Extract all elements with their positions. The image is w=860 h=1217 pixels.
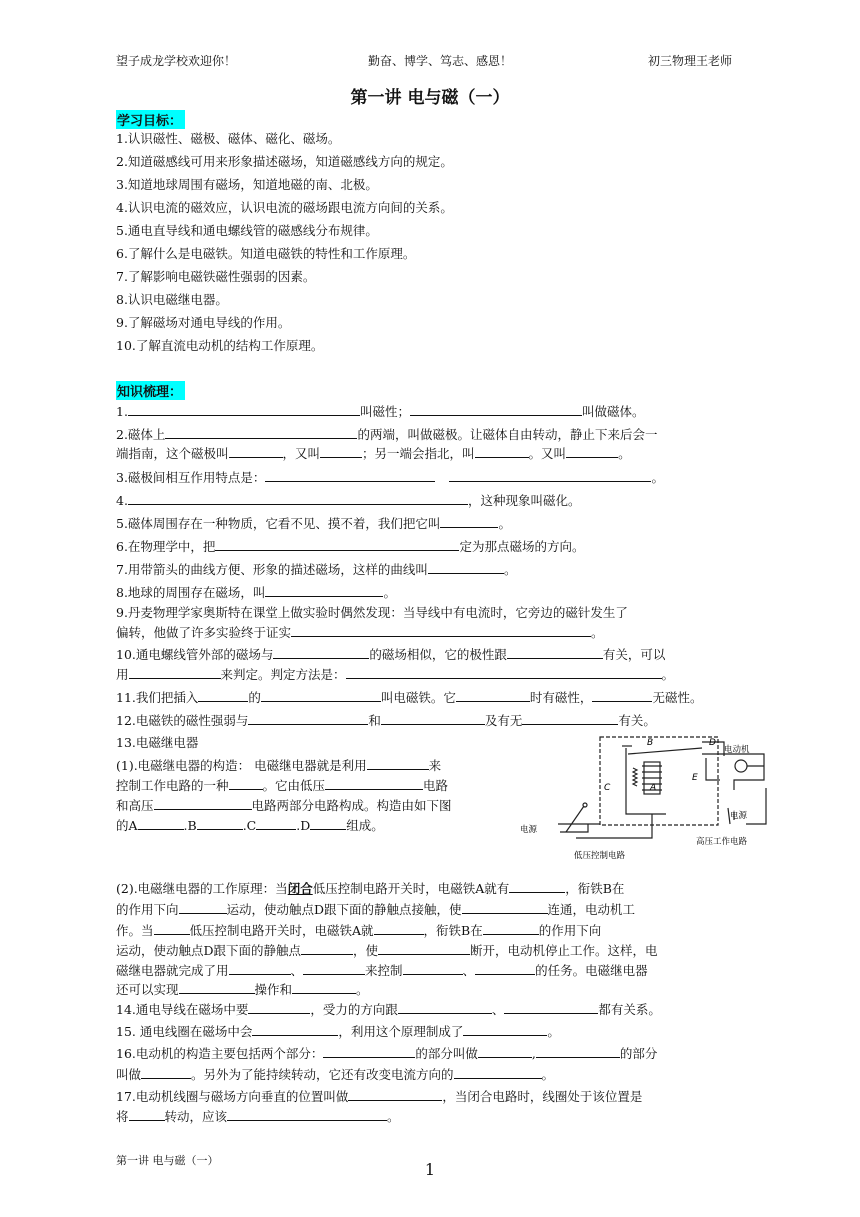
header-motto: 勤奋、博学、笃志、感恩！ — [368, 54, 513, 68]
page-number: 1 — [424, 1160, 436, 1179]
diagram-label-C: C — [604, 783, 611, 793]
question-9-line1: 9.丹麦物理学家奥斯特在课堂上做实验时偶然发现：当导线中有电流时，它旁边的磁针发生了 — [116, 605, 628, 620]
diagram-label-motor: 电动机 — [724, 745, 750, 755]
question-2-line1: 2.磁体上 的两端，叫做磁极。让磁体自由转动，静止下来后会一 — [116, 427, 658, 442]
goal-item: 3.知道地球周围有磁场，知道地磁的南、北极。 — [116, 177, 378, 192]
goal-item: 8.认识电磁继电器。 — [116, 292, 228, 307]
question-1: 1. 叫磁性； 叫做磁体。 — [116, 404, 645, 419]
relay-diagram — [516, 728, 774, 864]
question-8: 8.地球的周围存在磁场，叫 。 — [116, 585, 396, 600]
question-9-line2: 偏转，他做了许多实验终于证实 。 — [116, 625, 604, 640]
question-10-line1: 10.通电螺线管外部的磁场与 的磁场相似，它的极性跟 有关，可以 — [116, 647, 666, 662]
question-17-line1: 17.电动机线圈与磁场方向垂直的位置叫做 ，当闭合电路时，线圈处于该位置是 — [116, 1089, 643, 1104]
question-5: 5.磁体周围存在一种物质，它看不见、摸不着，我们把它叫 。 — [116, 516, 511, 531]
question-11: 11.我们把插入 的 叫电磁铁。它 时有磁性， 无磁性。 — [116, 690, 703, 705]
question-13-2-line4: 运动，使动触点D跟下面的静触点 ，使 断开，电动机停止工作。这样，电 — [116, 943, 658, 958]
question-2-line2: 端指南，这个磁极叫 ，又叫 ；另一端会指北，叫 。又叫 。 — [116, 446, 631, 461]
question-13-2-line5: 磁继电器就完成了用 、 来控制 、 的任务。电磁继电器 — [116, 963, 648, 978]
question-13-1-line4: 的A .B .C .D 组成。 — [116, 818, 384, 833]
header-school: 望子成龙学校欢迎你！ — [116, 54, 237, 68]
footer-lecture-title: 第一讲 电与磁（一） — [116, 1154, 219, 1167]
goal-item: 1.认识磁性、磁极、磁体、磁化、磁场。 — [116, 131, 341, 146]
diagram-label-A: A — [650, 783, 657, 793]
question-4: 4. ，这种现象叫磁化。 — [116, 493, 581, 508]
goal-item: 7.了解影响电磁铁磁性强弱的因素。 — [116, 269, 316, 284]
question-13-1-line2: 控制工作电路的一种 。它由低压 电路 — [116, 778, 449, 793]
goal-item: 4.认识电流的磁效应，认识电流的磁场跟电流方向间的关系。 — [116, 200, 453, 215]
goal-item: 2.知道磁感线可用来形象描述磁场，知道磁感线方向的规定。 — [116, 154, 453, 169]
question-12: 12.电磁铁的磁性强弱与 和 及有无 有关。 — [116, 713, 656, 728]
diagram-label-B: B — [647, 738, 654, 748]
question-16-line2: 叫做 。另外为了能持续转动，它还有改变电流方向的 。 — [116, 1067, 555, 1082]
goal-item: 9.了解磁场对通电导线的作用。 — [116, 315, 291, 330]
question-3: 3.磁极间相互作用特点是： 。 — [116, 470, 664, 485]
diagram-label-low-circuit: 低压控制电路 — [574, 851, 626, 861]
question-17-line2: 将 转动，应该 。 — [116, 1109, 400, 1124]
question-14: 14.通电导线在磁场中要 ，受力的方向跟 、 都有关系。 — [116, 1002, 661, 1017]
diagram-label-high-circuit: 高压工作电路 — [696, 837, 748, 847]
question-13-1-line3: 和高压 电路两部分电路构成。构造由如下图 — [116, 798, 452, 813]
question-15: 15. 通电线圈在磁场中会 ，利用这个原理制成了 。 — [116, 1024, 560, 1039]
question-13-2-line3: 作。当 低压控制电路开关时，电磁铁A就 ，衔铁B在 的作用下向 — [116, 923, 602, 938]
diagram-label-source-right: 电源 — [730, 811, 748, 821]
goal-item: 5.通电直导线和通电螺线管的磁感线分布规律。 — [116, 223, 378, 238]
knowledge-heading: 知识梳理： — [116, 381, 185, 400]
question-6: 6.在物理学中，把 定为那点磁场的方向。 — [116, 539, 585, 554]
goal-item: 6.了解什么是电磁铁。知道电磁铁的特性和工作原理。 — [116, 246, 416, 261]
question-10-line2: 用 来判定。判定方法是： 。 — [116, 667, 675, 682]
page-title: 第一讲 电与磁（一） — [350, 88, 510, 108]
question-13-2-line2: 的作用下向 运动，使动触点D跟下面的静触点接触，使 连通，电动机工 — [116, 902, 636, 917]
goal-item: 10.了解直流电动机的结构工作原理。 — [116, 338, 324, 353]
question-13-2-line1: (2).电磁继电器的工作原理：当闭合低压控制电路开关时，电磁铁A就有 ，衔铁B在 — [116, 881, 625, 896]
diagram-label-E: E — [692, 773, 698, 783]
question-16-line1: 16.电动机的构造主要包括两个部分： 的部分叫做 , 的部分 — [116, 1046, 658, 1061]
header-teacher: 初三物理王老师 — [648, 54, 733, 68]
question-13-2-line6: 还可以实现 操作和 。 — [116, 982, 369, 997]
diagram-label-D: D — [709, 738, 716, 748]
question-13-1-line1: (1).电磁继电器的构造： 电磁继电器就是利用 来 — [116, 758, 442, 773]
question-7: 7.用带箭头的曲线方便、形象的描述磁场，这样的曲线叫 。 — [116, 562, 517, 577]
question-13: 13.电磁继电器 — [116, 735, 199, 750]
diagram-label-source-left: 电源 — [520, 825, 538, 835]
goals-heading: 学习目标： — [116, 110, 185, 129]
